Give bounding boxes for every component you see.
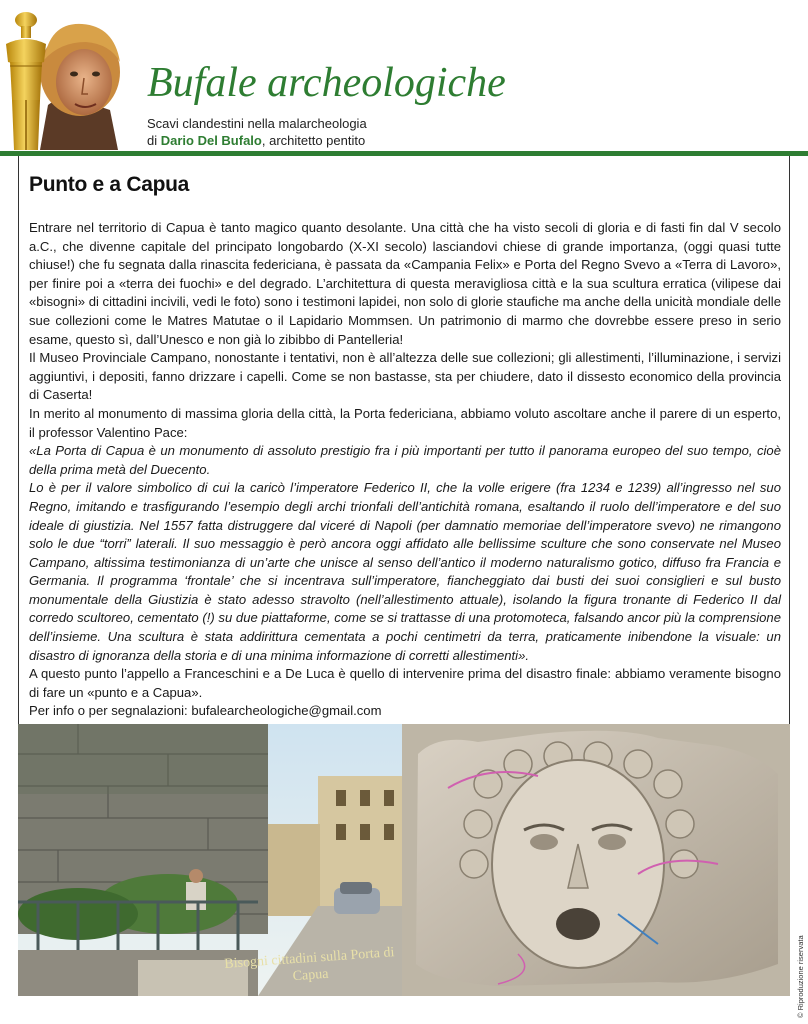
stone-mask-photo-icon: [402, 724, 790, 996]
author-portrait-icon: [40, 24, 120, 150]
article-body: [29, 219, 781, 721]
header-illustration: [0, 0, 150, 152]
paragraph-contact: Per info o per segnalazioni: bufalearcheologiche@gmail.com: [29, 703, 382, 719]
byline-suffix: , architetto pentito: [261, 133, 366, 148]
byline-prefix: di: [147, 133, 161, 148]
quote-paragraph-2: Lo è per il valore simbolico di cui la caricò l’imperatore Federico II, che la volle erigere (fra 1234 e 1239) all’ingresso nel suo Regno, imitando e trasfigurando l’esempio degli archi trionfali dell’antichità romana, esaltando il ruolo dell’imperatore e del suo ideale di giustizia. Nel 1557 fatta distruggere dal viceré di Napoli (per damnatio memoriae dell’imperatore svevo) ne rimangono solo le due “torri” laterali. Il suo messaggio è però ancora oggi affidato alle bellissime sculture che sono conservate nel Museo Campano, altissima testimonianza di un’arte che unisce al senso dell’antico il moderno naturalismo gotico, diffuso fra Francia e Germania. Il programma ‘frontale’ che si incentrava sull’imperatore, fiancheggiato dai busti dei suoi consiglieri e sul busto monumentale della Giustizia è stato adesso stravolto (nell’allestimento attuale), isolando la figura tronante di Federico II dal corredo scultoreo, cementato (!) su due piattaforme, come se si trattasse di una protomoteca, falsando ancor più la comprensione dell’insieme. Una scultura è stata addirittura cementata a pochi centimetri da terra, praticamente inibendone la visuale: un disastro di ignoranza della storia e di una minima informazione di corretti allestimenti».: [29, 480, 781, 663]
paragraph-museum: Il Museo Provinciale Campano, nonostante i tentativi, non è all’altezza delle sue collezioni; gli allestimenti, l’illuminazione, i servizi aggiuntivi, i depositi, fanno drizzare i capelli. Come se non bastasse, sta per chiudere, dato il dissesto economico della provincia di Caserta!: [29, 350, 781, 403]
copyright-notice: © Riproduzione riservata: [796, 935, 805, 1018]
column-subtitle: Scavi clandestini nella malarcheologia: [147, 116, 367, 131]
paragraph-appeal: A questo punto l’appello a Franceschini e a De Luca è quello di intervenire prima del disastro finale: abbiamo veramente bisogno di fare un «punto e a Capua».: [29, 666, 781, 700]
quote-paragraph-1: «La Porta di Capua è un monumento di assoluto prestigio fra i più importanti per tutto il panorama europeo del suo tempo, cioè della prima metà del Duecento.: [29, 443, 781, 477]
greek-idol-statue-icon: [6, 12, 46, 150]
paragraph-expert-intro: In merito al monumento di massima gloria della città, la Porta federiciana, abbiamo voluto ascoltare anche il parere di un esperto, il professor Valentino Pace:: [29, 405, 781, 440]
author-name: Dario Del Bufalo: [160, 133, 262, 148]
photo-caption: Bisogni cittadini sulla Porta di Capua: [223, 945, 395, 985]
photo-strip: [18, 724, 790, 996]
article-headline: Punto e a Capua: [29, 173, 190, 196]
column-title: Bufale archeologiche: [147, 60, 506, 106]
paragraph-intro: Entrare nel territorio di Capua è tanto magico quanto desolante. Una città che ha visto secoli di gloria e di fasti fin dal V secolo a.C., che divenne capitale del principato longobardo (X-XI secolo) lasciandovi chiese di grande importanza, (oggi quasi tutte chiuse!) che fu segnata dalla rinascita federiciana, è passata da «Campania Felix» e Porta del Regno Svevo a «Terra di Lavoro», per finire poi a «terra dei fuochi» e del degrado. L’architettura di questa meravigliosa città e la sua scultura erratica (vilipese dai «bisogni» di cittadini incivili, vedi le foto) sono i testimoni lapidei, non solo di glorie staufiche ma anche della unicità mondiale delle sue collezioni come le Matres Matutae o il Lapidario Mommsen. Un patrimonio di marmo che dovrebbe essere preso in serio esame, questo sì, dall’Unesco e non già lo zibibbo di Pantelleria!: [29, 220, 781, 347]
column-byline: [147, 133, 365, 148]
